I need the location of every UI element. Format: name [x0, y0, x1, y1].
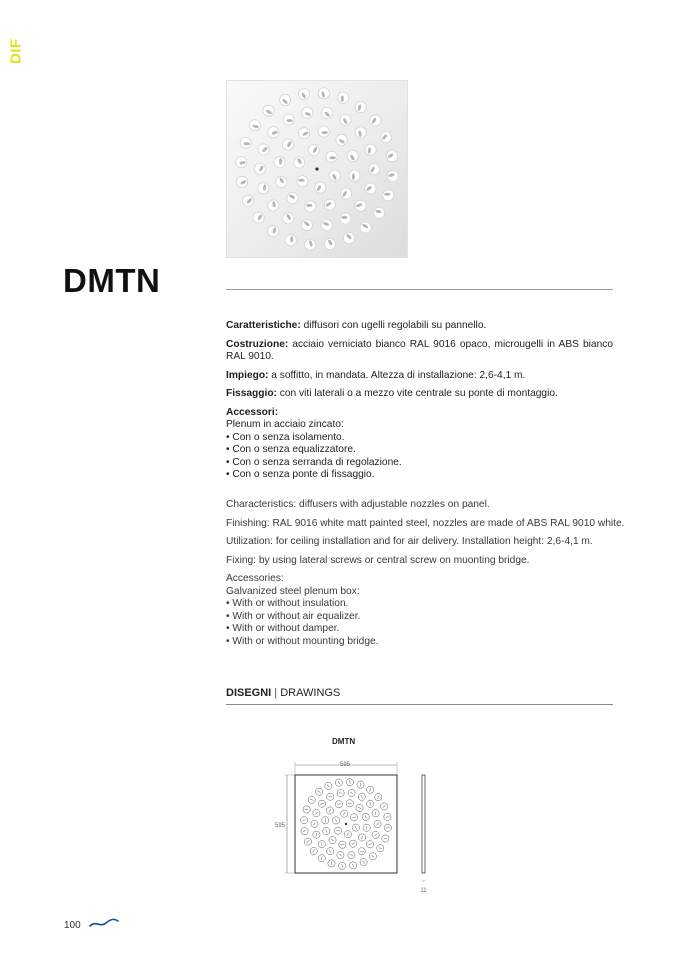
photo-nozzle	[287, 193, 298, 204]
drawing-nozzle	[304, 838, 311, 845]
drawing-label: DMTN	[332, 737, 356, 746]
drawing-nozzle	[323, 828, 330, 835]
photo-nozzle	[301, 220, 312, 231]
width-dimension: 595	[339, 762, 351, 768]
drawing-nozzle	[348, 851, 355, 858]
photo-nozzle	[297, 176, 308, 187]
drawing-nozzle	[333, 817, 340, 824]
photo-nozzle	[254, 163, 265, 174]
drawing-nozzle	[348, 789, 355, 796]
photo-nozzle	[326, 151, 337, 162]
diffuser-photo-image	[226, 80, 408, 258]
spec-text: a soffitto, in mandata. Altezza di installazione: 2,6-4,1 m.	[268, 369, 526, 381]
heading-separator: |	[271, 687, 281, 699]
drawing-nozzle	[341, 810, 348, 817]
photo-nozzle	[383, 190, 394, 201]
drawing-nozzle	[328, 860, 335, 867]
drawing-nozzle	[367, 841, 374, 848]
drawing-nozzle	[372, 810, 379, 817]
spec-accessories	[226, 407, 613, 482]
spec-label: Utilization:	[226, 536, 273, 547]
photo-nozzle	[282, 139, 293, 150]
list-item: • Con o senza equalizzatore.	[226, 444, 356, 455]
drawing-nozzle	[356, 804, 363, 811]
photo-nozzle	[268, 226, 279, 237]
photo-nozzle	[318, 126, 329, 137]
drawings-heading	[226, 687, 340, 699]
photo-nozzle	[336, 134, 347, 145]
photo-nozzle	[268, 127, 279, 138]
photo-nozzle	[283, 213, 294, 224]
spec-label: Fixing:	[226, 554, 257, 566]
list-item: • With or without insulation.	[226, 598, 349, 609]
spec-construction	[226, 339, 613, 364]
drawing-nozzle	[344, 831, 351, 838]
photo-nozzle	[237, 176, 248, 187]
page-number: 100	[64, 920, 81, 931]
drawing-nozzle	[367, 800, 374, 807]
drawing-nozzle	[339, 862, 346, 869]
photo-nozzle	[380, 132, 391, 143]
photo-nozzle	[274, 157, 285, 168]
photo-nozzle	[368, 164, 379, 175]
photo-nozzle	[343, 232, 354, 243]
spec-label: Fissaggio:	[226, 388, 277, 399]
photo-nozzle	[324, 199, 335, 210]
photo-nozzle	[283, 114, 294, 125]
photo-nozzle	[322, 107, 333, 118]
list-item: • With or without air equalizer.	[226, 610, 361, 622]
drawing-nozzle	[363, 824, 370, 831]
photo-nozzle	[321, 220, 332, 231]
photo-nozzle	[347, 151, 358, 162]
drawings-divider	[226, 704, 613, 705]
drawing-nozzle	[301, 828, 308, 835]
photo-nozzle	[387, 170, 398, 181]
drawing-nozzle	[381, 803, 388, 810]
photo-nozzle	[360, 222, 371, 233]
spec-label: Accessori:	[226, 406, 279, 418]
drawing-nozzle	[350, 840, 357, 847]
list-item: • With or without damper.	[226, 623, 340, 634]
drawing-nozzle-center	[345, 823, 347, 825]
drawings-heading-it: DISEGNI	[226, 687, 272, 699]
title-divider	[226, 289, 613, 290]
photo-nozzle	[258, 183, 269, 194]
photo-nozzle	[299, 89, 310, 100]
spec-characteristics-en	[226, 499, 626, 512]
drawing-nozzle	[358, 848, 365, 855]
spec-accessories-en	[226, 573, 626, 648]
photo-nozzle	[355, 101, 366, 112]
photo-nozzle	[370, 115, 381, 126]
drawing-nozzle	[369, 853, 376, 860]
accessories-intro: Plenum in acciaio zincato:	[226, 419, 344, 430]
drawing-nozzle	[311, 820, 318, 827]
drawing-nozzle	[337, 789, 344, 796]
photo-nozzle	[318, 88, 329, 99]
photo-nozzle	[285, 235, 296, 246]
depth-dimension: 11	[420, 888, 427, 894]
spec-label: Costruzione:	[226, 338, 289, 350]
diffuser-side-view	[422, 775, 425, 873]
technical-drawing	[268, 756, 440, 898]
drawing-nozzle	[339, 841, 346, 848]
photo-nozzle	[268, 200, 279, 211]
drawing-nozzle	[313, 831, 320, 838]
photo-nozzle	[263, 105, 274, 116]
photo-nozzle	[324, 238, 335, 249]
drawing-nozzle	[334, 827, 341, 834]
spec-label: Caratteristiche:	[226, 320, 301, 331]
spec-utilization-en	[226, 536, 626, 549]
drawing-nozzle	[318, 841, 325, 848]
drawing-nozzle	[382, 835, 389, 842]
spec-fixing-en	[226, 555, 626, 568]
drawing-nozzle	[377, 845, 384, 852]
brand-wave-logo	[88, 915, 120, 931]
section-tag: DIF	[7, 38, 25, 64]
photo-nozzle	[258, 144, 269, 155]
photo-nozzle	[329, 170, 340, 181]
spec-label: Characteristics:	[226, 499, 297, 510]
accessories-intro: Galvanized steel plenum box:	[226, 585, 360, 597]
drawing-nozzle	[316, 788, 323, 795]
photo-nozzle-center	[315, 167, 318, 170]
spec-finishing-en	[226, 518, 626, 531]
drawings-heading-en: DRAWINGS	[280, 687, 341, 699]
list-item: • Con o senza serranda di regolazione.	[226, 456, 402, 468]
photo-nozzle	[236, 157, 247, 168]
drawing-nozzle	[360, 859, 367, 866]
product-title: DMTN	[63, 262, 161, 299]
photo-nozzle	[299, 128, 310, 139]
technical-drawing-image	[268, 756, 440, 898]
drawing-nozzle	[335, 801, 342, 808]
product-photo	[226, 80, 408, 258]
drawing-nozzle	[327, 793, 334, 800]
spec-text: for ceiling installation and for air delivery. Installation height: 2,6-4,1 m.	[273, 536, 593, 547]
spec-text: diffusers with adjustable nozzles on panel.	[296, 499, 490, 510]
drawing-nozzle	[384, 813, 391, 820]
spec-characteristics	[226, 320, 613, 333]
photo-nozzle	[340, 213, 351, 224]
spec-text: RAL 9016 white matt painted steel, nozzles are made of ABS RAL 9010 white.	[269, 517, 625, 529]
photo-nozzle	[365, 144, 376, 155]
drawing-nozzle	[374, 821, 381, 828]
drawing-nozzle	[313, 810, 320, 817]
photo-nozzle	[305, 239, 316, 250]
drawing-nozzle	[372, 831, 379, 838]
drawing-nozzle	[327, 848, 334, 855]
photo-nozzle	[302, 107, 313, 118]
photo-nozzle	[253, 212, 264, 223]
photo-nozzle	[249, 120, 260, 131]
drawing-nozzle	[346, 779, 353, 786]
drawing-nozzle	[350, 814, 357, 821]
photo-nozzle	[365, 183, 376, 194]
spec-text: by using lateral screws or central screw on muonting bridge.	[256, 554, 530, 566]
spec-text: diffusori con ugelli regolabili su pannello.	[300, 320, 487, 331]
specs-english	[226, 499, 626, 648]
drawing-nozzle	[384, 824, 391, 831]
drawing-nozzle	[303, 806, 310, 813]
spec-text: con viti laterali o a mezzo vite centrale su ponte di montaggio.	[276, 388, 558, 399]
photo-nozzle	[280, 94, 291, 105]
photo-nozzle	[349, 170, 360, 181]
spec-text: acciaio verniciato bianco RAL 9016 opaco, microugelli in ABS bianco RAL 9010.	[226, 338, 613, 362]
drawing-nozzle	[326, 807, 333, 814]
specs-italian	[226, 320, 613, 482]
drawing-nozzle	[322, 817, 329, 824]
spec-label: Accessories:	[226, 573, 284, 584]
spec-label: Impiego:	[226, 369, 269, 381]
photo-nozzle	[242, 195, 253, 206]
photo-nozzle	[355, 200, 366, 211]
photo-nozzle	[386, 151, 397, 162]
drawing-nozzle	[337, 851, 344, 858]
drawing-nozzle	[359, 834, 366, 841]
spec-fixing	[226, 388, 613, 401]
drawing-nozzle	[318, 855, 325, 862]
photo-nozzle	[374, 207, 385, 218]
photo-nozzle	[355, 127, 366, 138]
photo-nozzle	[315, 182, 326, 193]
drawing-nozzle	[335, 779, 342, 786]
drawing-nozzle	[352, 824, 359, 831]
photo-nozzle	[294, 157, 305, 168]
drawing-nozzle	[308, 796, 315, 803]
drawing-nozzle	[318, 800, 325, 807]
drawing-nozzle	[325, 782, 332, 789]
drawing-nozzle	[357, 781, 364, 788]
photo-nozzle	[276, 176, 287, 187]
list-item: • Con o senza isolamento.	[226, 431, 345, 443]
drawing-nozzle	[301, 817, 308, 824]
drawing-nozzle	[346, 800, 353, 807]
height-dimension: 595	[274, 823, 286, 829]
photo-nozzle	[240, 137, 251, 148]
drawing-nozzle	[310, 847, 317, 854]
photo-nozzle	[338, 92, 349, 103]
list-item: • With or without mounting bridge.	[226, 635, 379, 647]
drawing-nozzle	[362, 813, 369, 820]
drawing-nozzle	[367, 786, 374, 793]
photo-nozzle	[340, 114, 351, 125]
photo-nozzle	[305, 201, 316, 212]
photo-nozzle	[308, 145, 319, 156]
photo-nozzle	[341, 188, 352, 199]
drawing-nozzle	[375, 794, 382, 801]
spec-usage	[226, 370, 613, 383]
drawing-nozzle	[350, 862, 357, 869]
drawing-nozzle	[358, 793, 365, 800]
list-item: • Con o senza ponte di fissaggio.	[226, 469, 375, 480]
drawing-nozzle	[329, 837, 336, 844]
spec-label: Finishing:	[226, 517, 270, 529]
